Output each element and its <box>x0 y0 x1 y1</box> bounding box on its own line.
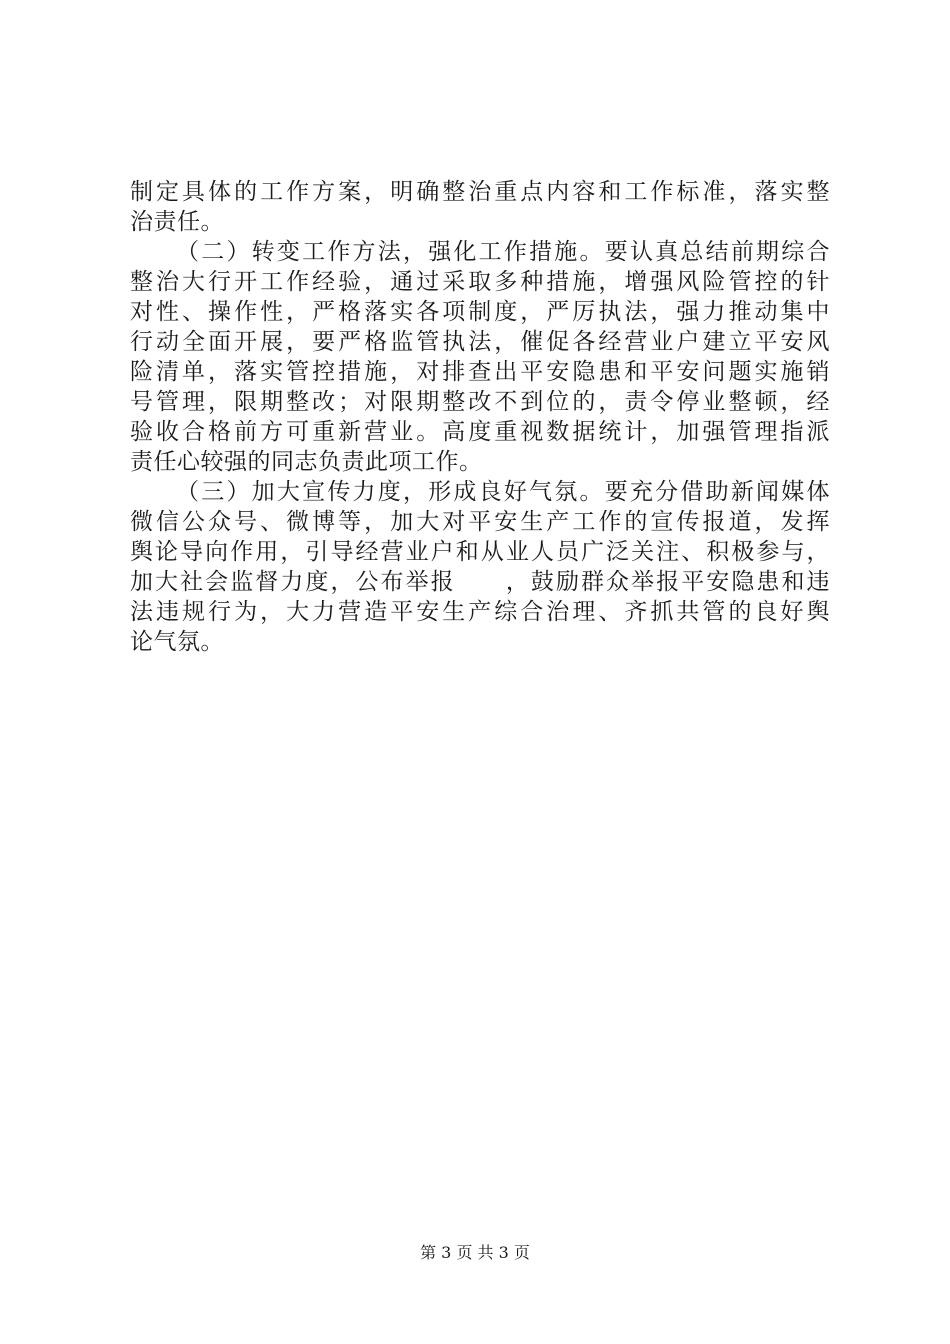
text-line-10: 责任心较强的同志负责此项工作。 <box>130 449 483 475</box>
text-line-14: 加大社会监督力度，公布举报 ，鼓励群众举报平安隐患和违 <box>130 569 830 595</box>
text-line-11: （三）加大宣传力度，形成良好气氛。要充分借助新闻媒体 <box>176 479 830 505</box>
text-line-4: 整治大行开工作经验，通过采取多种措施，增强风险管控的针 <box>130 269 830 295</box>
text-line-7: 险清单，落实管控措施，对排查出平安隐患和平安问题实施销 <box>130 359 830 385</box>
text-line-12: 微信公众号、微博等，加大对平安生产工作的宣传报道，发挥 <box>130 509 830 535</box>
text-line-1: 制定具体的工作方案，明确整治重点内容和工作标准，落实整 <box>130 179 830 205</box>
text-line-16: 论气氛。 <box>130 629 224 655</box>
text-line-13: 舆论导向作用，引导经营业户和从业人员广泛关注、积极参与， <box>130 539 830 565</box>
text-line-2: 治责任。 <box>130 209 224 235</box>
text-line-5: 对性、操作性，严格落实各项制度，严厉执法，强力推动集中 <box>130 299 830 325</box>
text-line-9: 验收合格前方可重新营业。高度重视数据统计，加强管理指派 <box>130 419 830 445</box>
text-line-6: 行动全面开展，要严格监管执法，催促各经营业户建立平安风 <box>130 329 830 355</box>
text-line-3: （二）转变工作方法，强化工作措施。要认真总结前期综合 <box>176 239 830 265</box>
text-line-8: 号管理，限期整改；对限期整改不到位的，责令停业整顿，经 <box>130 389 830 415</box>
body-text <box>130 177 830 657</box>
page-footer: 第 3 页 共 3 页 <box>420 1243 530 1262</box>
text-line-15: 法违规行为，大力营造平安生产综合治理、齐抓共管的良好舆 <box>130 599 830 625</box>
